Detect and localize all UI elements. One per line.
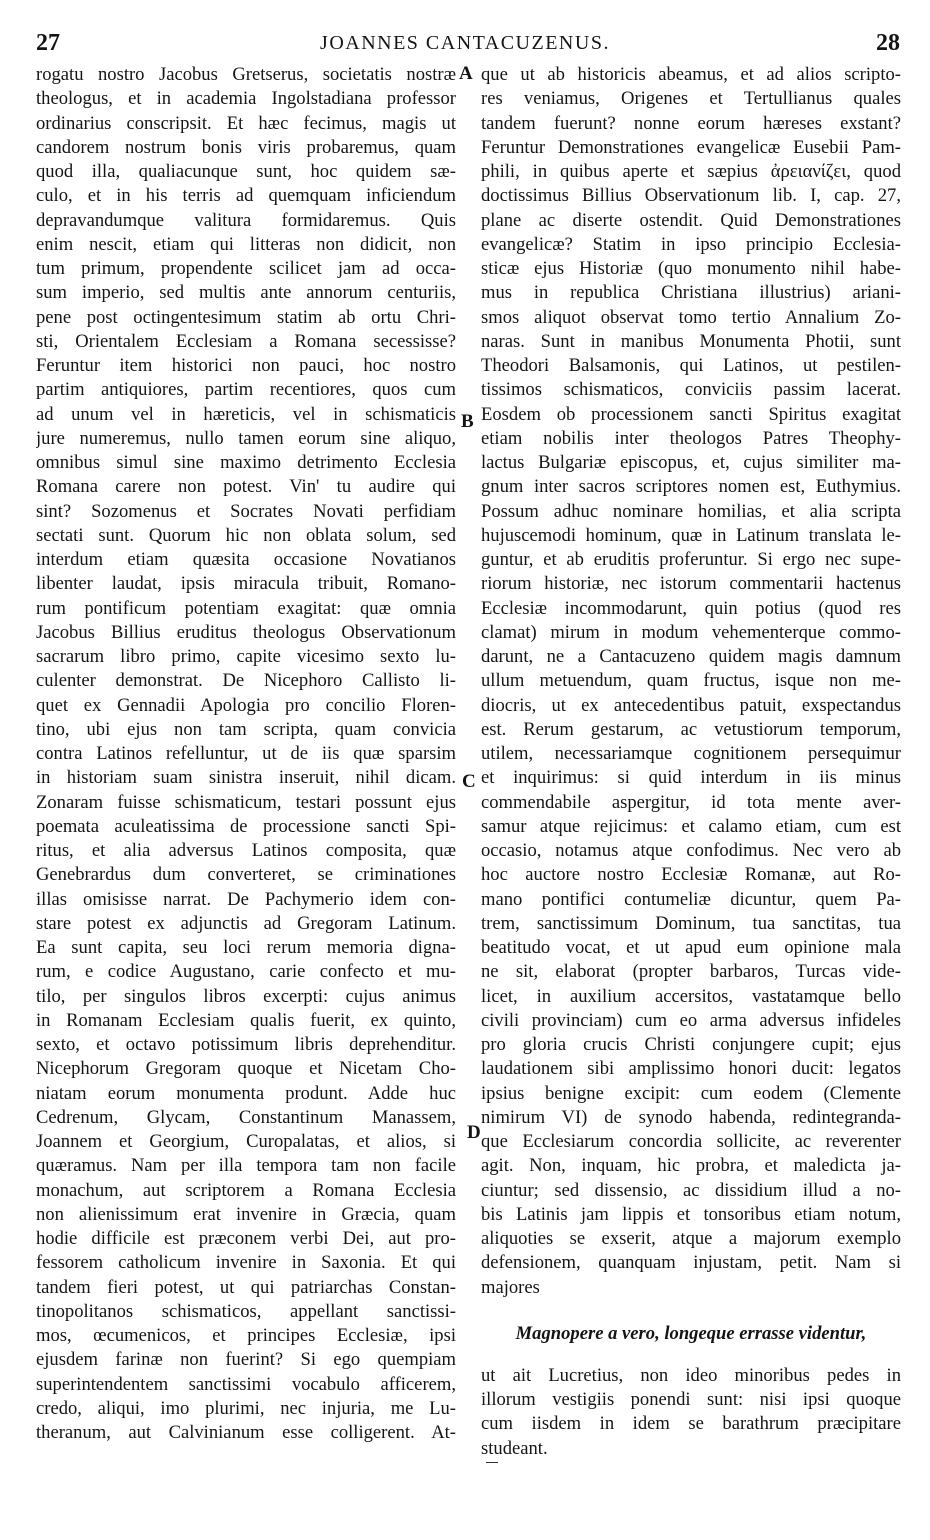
text-line: riorum historiæ, nec istorum commentarii hactenus <box>481 573 901 595</box>
text-line: monachum, aut scriptorem a Romana Ecclesia <box>36 1179 456 1201</box>
text-line: ad unum vel in hæreticis, vel in schismaticis <box>36 403 456 425</box>
text-line: samur atque rejicimus: et calamo etiam, cum est <box>481 815 901 837</box>
text-line: etiam nobilis inter theologos Patres Theophy- <box>481 427 901 449</box>
text-line: agit. Non, inquam, hic probra, et maledicta ja- <box>481 1155 901 1177</box>
text-line: pro gloria crucis Christi conjungere cupit; ejus <box>481 1034 901 1055</box>
text-line: sint? Sozomenus et Socrates Novati perfidiam <box>36 500 456 522</box>
section-marker-c: C <box>462 771 476 792</box>
text-line: est. Rerum gestarum, ac vetustiorum temporum, <box>481 718 901 740</box>
page-number-right: 28 <box>876 30 900 56</box>
text-line: ullum metuendum, quam fructus, isque non me- <box>481 670 901 692</box>
text-line: fessorem catholicum invenire in Saxonia. Et qui <box>36 1252 456 1274</box>
text-line: Theodori Balsamonis, qui Latinos, ut pestilen- <box>481 355 901 376</box>
text-line: Genebrardus dum converteret, se criminationes <box>36 864 456 886</box>
text-line: laudationem sibi amplissimo honori ducit: legatos <box>481 1058 901 1080</box>
text-line: sexto, et octavo potissimum libris deprehenditur. <box>36 1034 456 1055</box>
text-line: nimirum VI) de synodo habenda, redintegranda- <box>481 1106 901 1128</box>
text-line: res veniamus, Origenes et Tertullianus quales <box>481 88 901 110</box>
text-line: libenter laudat, ipsis miracula tribuit, Romano- <box>36 573 456 595</box>
text-line: enim nescit, etiam qui litteras non didicit, non <box>36 233 456 255</box>
text-line: hodie difficile est præconem verbi Dei, aut pro- <box>36 1228 456 1249</box>
section-marker-d: D <box>467 1122 481 1143</box>
text-line: tandem fuerunt? nonne eorum hæreses exstant? <box>481 112 901 134</box>
text-line: beatitudo vocat, et ut apud eum opinione mala <box>481 937 901 958</box>
text-line: cum iisdem in idem se barathrum præcipitare <box>481 1413 901 1435</box>
text-line: depravandumque valitura formidaremus. Quis <box>36 209 456 231</box>
text-line: occasio, notamus atque confodimus. Nec vero ab <box>481 840 901 861</box>
text-line: ciuntur; sed dissensio, ac dissidium illud a no- <box>481 1179 901 1201</box>
text-line: stare potest ex adjunctis ad Gregoram Latinum. <box>36 912 456 934</box>
text-line: sectati sunt. Quorum hic non oblata solum, sed <box>36 524 456 546</box>
text-line: guntur, et ab eruditis proferuntur. Si ergo nec supe- <box>481 549 901 570</box>
text-line: utilem, necessariamque cognitionem persequimur <box>481 743 901 764</box>
text-line: in Romanam Ecclesiam qualis fuerit, ex quinto, <box>36 1009 456 1031</box>
text-line: Cedrenum, Glycam, Constantinum Manassem, <box>36 1106 456 1128</box>
text-line: trem, sanctissimum Dominum, tua sanctitas, tua <box>481 912 901 934</box>
text-line: Jacobus Billius eruditus theologus Observationum <box>36 621 456 643</box>
quoted-verse: Magnopere a vero, longeque errasse videntur, <box>515 1322 867 1344</box>
text-line: Ea sunt capita, seu loci rerum memoria digna- <box>36 937 456 958</box>
text-line: plane ac diserte ostendit. Quid Demonstrationes <box>481 209 901 231</box>
text-line: tissimos schismaticos, conviciis passim lacerat. <box>481 379 901 401</box>
text-line: culenter demonstrat. De Nicephoro Callisto li- <box>36 670 456 692</box>
text-line: et inquirimus: si quid interdum in iis minus <box>481 767 901 789</box>
text-line: civili provinciam) cum eo arma adversus infideles <box>481 1009 901 1031</box>
text-line: smos aliquot observat tomo tertio Annalium Zo- <box>481 306 901 328</box>
text-line: tilo, per singulos libros excerpti: cujus animus <box>36 985 456 1007</box>
text-line: poemata aculeatissima de processione sancti Spi- <box>36 815 456 837</box>
text-line: tinopolitanos schismaticos, appellant sanctissi- <box>36 1300 456 1322</box>
text-line: gnum inter sacros scriptores nomen est, Euthymius. <box>481 476 901 498</box>
text-line: bis Latinis jam lippis et tonsoribus etiam notum, <box>481 1203 901 1225</box>
text-line: Joannem et Georgium, Curopalatas, et alios, si <box>36 1131 456 1152</box>
text-line: ordinarius conscripsit. Et hæc fecimus, magis ut <box>36 112 456 134</box>
page-number-left: 27 <box>36 30 60 56</box>
text-line: quæramus. Nam per illa tempora tam non facile <box>36 1155 456 1177</box>
text-line: theologus, et in academia Ingolstadiana professor <box>36 88 456 110</box>
text-line: studeant. <box>481 1437 548 1459</box>
text-line: Ecclesiæ incommodarunt, quin potius (quod res <box>481 597 901 619</box>
text-line: tandem fieri potest, ut qui patriarchas Constan- <box>36 1276 456 1298</box>
text-line: evangelicæ? Statim in ipso principio Ecclesia- <box>481 233 901 255</box>
left-text-column <box>36 63 456 1445</box>
text-line: aliquoties se exserit, atque a majorum exemplo <box>481 1228 901 1249</box>
text-line: sum imperio, sed multis ante annorum centuriis, <box>36 282 456 304</box>
text-line: phili, in quibus aperte et sæpius ἀρειανίζει, quod <box>481 161 901 182</box>
text-line: sacrarum libro primo, capite vicesimo sexto lu- <box>36 646 456 667</box>
text-line: culo, et in his terris ad quemquam inficiendum <box>36 185 456 207</box>
text-line: superintendentem sanctissimi vocabulo afficerem, <box>36 1373 456 1395</box>
text-line: naras. Sunt in manibus Monumenta Photii, sunt <box>481 330 901 352</box>
text-line: ejusdem farinæ non fuerint? Si ego quempiam <box>36 1349 456 1371</box>
text-line: darunt, ne a Cantacuzeno quidem magis damnum <box>481 646 901 667</box>
text-line: mus in republica Christiana illustrius) ariani- <box>481 282 901 304</box>
section-marker-b: B <box>461 411 474 432</box>
running-header <box>0 30 930 60</box>
text-line: jure numeremus, nullo tamen eorum sine aliquo, <box>36 427 456 449</box>
text-line: tino, ubi ejus non tam scripta, quam convicia <box>36 718 456 740</box>
running-title: JOANNES CANTACUZENUS. <box>320 32 610 54</box>
text-line: mos, œcumenicos, et principes Ecclesiæ, ipsi <box>36 1325 456 1346</box>
text-line: commendabile aspergitur, id tota mente aver- <box>481 791 901 813</box>
text-line: contra Latinos refelluntur, ut de iis quæ sparsim <box>36 743 456 764</box>
text-line: omnibus simul sine maximo detrimento Ecclesia <box>36 452 456 473</box>
closing-paragraph <box>481 1364 901 1461</box>
text-line: tum primum, propendente scilicet jam ad occa- <box>36 258 456 279</box>
text-line: licet, in auxilium accersitos, vastatamque bello <box>481 985 901 1007</box>
section-marker-a: A <box>459 63 473 84</box>
text-line: ut ait Lucretius, non ideo minoribus pedes in <box>481 1364 901 1386</box>
text-line: credo, aliqui, imo plurimi, nec injuria, me Lu- <box>36 1397 456 1419</box>
right-text-column <box>481 63 901 1461</box>
text-line: pene post octingentesimum statim ab ortu Chri- <box>36 306 456 328</box>
text-line: illorum vestigiis ponendi sunt: nisi ipsi quoque <box>481 1389 901 1410</box>
text-line: sti, Orientalem Ecclesiam a Romana secessisse? <box>36 330 456 352</box>
text-line: quod illa, qualiacunque sunt, hoc quidem sæ- <box>36 161 456 182</box>
text-line: hoc auctore nostro Ecclesiæ Romanæ, aut Ro- <box>481 864 901 886</box>
text-line: Feruntur Demonstrationes evangelicæ Eusebii Pam- <box>481 136 901 158</box>
text-line: clamat) mirum in modum vehementerque commo- <box>481 621 901 643</box>
text-line: theranum, aut Calvinianum esse colligerent. At- <box>36 1422 456 1443</box>
text-line: ritus, et alia adversus Latinos composita, quæ <box>36 840 456 861</box>
text-line: rogatu nostro Jacobus Gretserus, societatis nostræ <box>36 64 456 85</box>
text-line: illas omisisse narrat. De Pachymerio idem con- <box>36 888 456 910</box>
text-line: hujuscemodi hominum, quæ in Latinum translata le- <box>481 524 901 546</box>
text-line: Eosdem ob processionem sancti Spiritus exagitat <box>481 403 901 425</box>
text-line: doctissimus Billius Observationum lib. I, cap. 27, <box>481 185 901 207</box>
text-line: majores <box>481 1276 540 1298</box>
text-line: Possum adhuc nominare homilias, et alia scripta <box>481 500 901 522</box>
footer-rule <box>486 1462 498 1463</box>
text-line: interdum etiam quæsita occasione Novatianos <box>36 549 456 570</box>
text-line: ne sit, elaborat (propter barbaros, Turcas vide- <box>481 961 901 983</box>
text-line: in historiam suam sinistra inseruit, nihil dicam. <box>36 767 456 789</box>
text-line: que Ecclesiarum concordia sollicite, ac reverenter <box>481 1131 901 1152</box>
text-line: que ut ab historicis abeamus, et ad alios scripto- <box>481 64 901 85</box>
text-line: Zonaram fuisse schismaticum, testari possunt ejus <box>36 791 456 813</box>
text-line: candorem nostrum bonis viris probaremus, quam <box>36 136 456 158</box>
text-line: partim antiquiores, partim recentiores, quos cum <box>36 379 456 401</box>
text-line: diocris, ut ex antecedentibus patuit, exspectandus <box>481 694 901 716</box>
text-line: defensionem, quanquam injustam, petit. Nam si <box>481 1252 901 1274</box>
text-line: mano pontifici contumeliæ dicuntur, quem Pa- <box>481 888 901 910</box>
text-line: Nicephorum Gregoram quoque et Nicetam Cho- <box>36 1058 456 1080</box>
text-line: non alienissimum erat invenire in Græcia, quam <box>36 1203 456 1225</box>
text-line: lactus Bulgariæ episcopus, et, cujus similiter ma- <box>481 452 901 473</box>
text-line: sticæ ejus Historiæ (quo monumento nihil habe- <box>481 258 901 279</box>
text-line: ipsius benigne excipit: cum eodem (Clemente <box>481 1082 901 1104</box>
text-line: rum, e codice Augustano, carie confecto et mu- <box>36 961 456 983</box>
text-line: quet ex Gennadii Apologia pro concilio Floren- <box>36 694 456 716</box>
text-line: niatam eorum monumenta produnt. Adde huc <box>36 1082 456 1104</box>
text-line: rum pontificum potentiam exagitat: quæ omnia <box>36 597 456 619</box>
text-line: Feruntur item historici non pauci, hoc nostro <box>36 355 456 376</box>
text-line: Romana carere non potest. Vin' tu audire qui <box>36 476 456 498</box>
